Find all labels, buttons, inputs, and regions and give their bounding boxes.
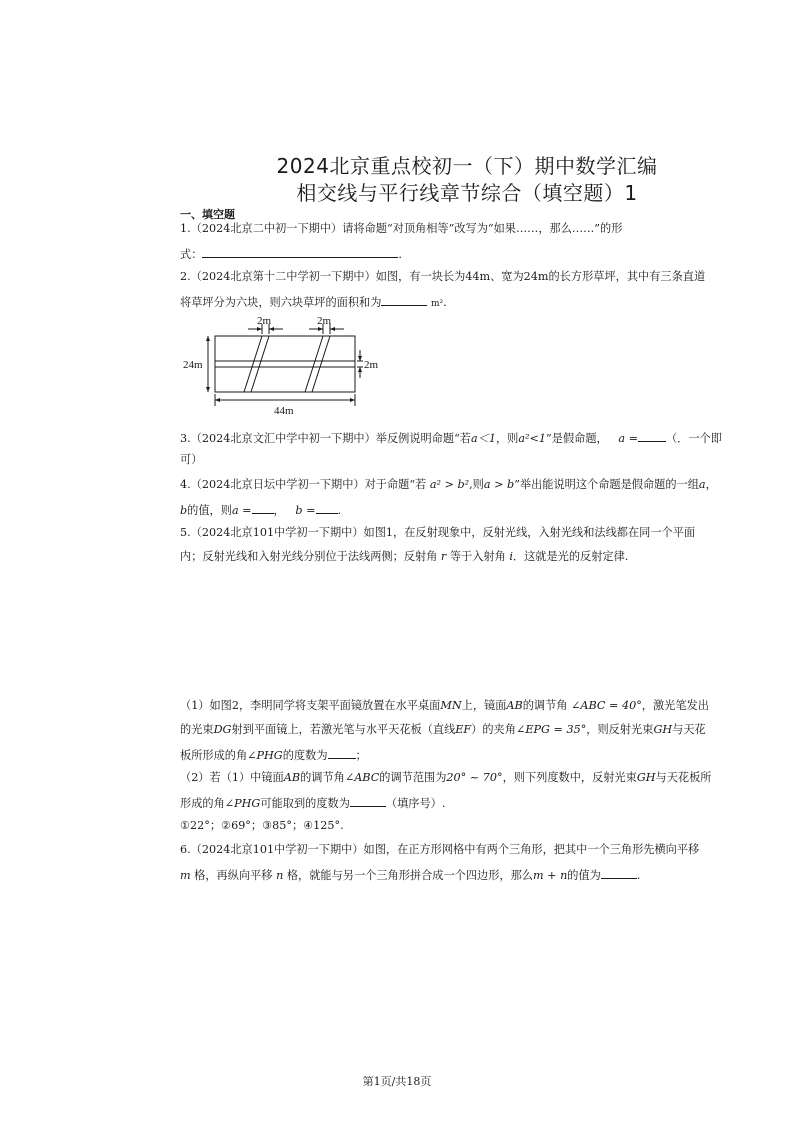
q4-conclusion: a > b — [483, 478, 515, 491]
road-slant2-left — [305, 336, 323, 392]
arrow-head — [330, 327, 335, 331]
q5p1-text-k: 的度数为 — [282, 749, 328, 762]
q5-part1-line1 — [180, 699, 760, 713]
q5-angle-i: i — [509, 550, 513, 563]
q5-text-b: 等于入射角 — [449, 550, 506, 563]
arrow-head — [257, 327, 262, 331]
section-heading: 一、填空题 — [180, 208, 235, 221]
document-title-line2: 相交线与平行线章节综合（填空题）1 — [296, 181, 638, 205]
q5p1-text-i: 与天花 — [672, 723, 706, 736]
q5-part1-line2 — [180, 723, 760, 737]
page-footer: 第1页/共18页 — [362, 1075, 432, 1088]
q3-text-a: 3.（2024北京文汇中学中初一下期中）举反例说明命题“若 — [180, 432, 471, 445]
label-top-left: 2m — [257, 315, 272, 327]
q2-unit: m² — [430, 299, 444, 309]
q4-text-d: ， — [705, 478, 717, 491]
q5p1-dg: DG — [213, 723, 232, 736]
q3-line1 — [180, 430, 760, 446]
q5-line2 — [180, 550, 760, 564]
q5p2-text-d: ，则下列度数中，反射光束 — [502, 771, 637, 784]
q6-var-n: n — [276, 869, 284, 882]
q5p1-angle-epg: ∠EPG = 35° — [515, 723, 587, 736]
q5p2-text-g: 可能取到的度数为 — [260, 797, 350, 810]
q5-part2-line2 — [180, 795, 760, 811]
q5p1-text-e: 的光束 — [180, 723, 214, 736]
q5p1-text-b: 上，镜面 — [461, 699, 507, 712]
q6-var-m: m — [180, 869, 191, 882]
q5p1-text-d: ，激光笔发出 — [641, 699, 709, 712]
q4-a-equals: a = — [231, 504, 252, 517]
lawn-figure — [180, 310, 400, 418]
q2-prefix: 将草坪分为六块，则六块草坪的面积和为 — [180, 296, 382, 309]
q3-a-equals: a = — [618, 432, 638, 445]
q1-suffix: . — [398, 248, 402, 261]
label-bottom: 44m — [274, 405, 294, 417]
arrow-head — [358, 356, 362, 361]
q5p1-text-g: ）的夹角 — [471, 723, 516, 736]
q5p2-range: 20° ~ 70° — [446, 771, 503, 784]
road-slant1-left — [244, 336, 262, 392]
q5p1-text-a: （1）如图2，李明同学将支架平面镜放置在水平桌面 — [180, 699, 441, 712]
q5p2-text-c: 的调节范围为 — [379, 771, 447, 784]
q1-line2 — [180, 246, 760, 262]
lawn-outline — [215, 336, 355, 392]
q1-answer-blank[interactable] — [202, 246, 398, 258]
q5p2-angle-abc: ∠ABC — [344, 771, 380, 784]
q5p2-text-h: （填序号）. — [385, 797, 446, 810]
arrow-head — [215, 398, 220, 402]
q5p1-answer-blank[interactable] — [328, 747, 356, 759]
q6-answer-blank[interactable] — [601, 867, 637, 879]
q5p1-text-f: 射到平面镜上，若激光笔与水平天花板（直线 — [231, 723, 456, 736]
q4-text-e: 的值，则 — [187, 504, 232, 517]
q3-text-c: ”是假命题， — [546, 432, 608, 445]
q2-line1: 2.（2024北京第十二中学初一下期中）如图，有一块长为44m、宽为24m的长方形草坪，其中有三条直道 — [180, 270, 706, 283]
q6-expr: m + n — [532, 869, 568, 882]
q6-text-a: 格，再纵向平移 — [194, 869, 273, 882]
q5-part2-line1 — [180, 771, 760, 785]
q4-text-g: . — [337, 504, 342, 517]
q6-text-d: . — [636, 869, 641, 882]
q5p2-text-b: 的调节角 — [300, 771, 345, 784]
q5p1-mn: MN — [440, 699, 462, 712]
q4-line2 — [180, 502, 760, 518]
arrow-head — [269, 327, 274, 331]
q2-answer-blank[interactable] — [381, 294, 427, 306]
q4-answer-a-blank[interactable] — [252, 502, 274, 514]
q4-text-a: 4.（2024北京日坛中学初一下期中）对于命题“若 — [180, 478, 427, 491]
q1-line1: 1.（2024北京二中初一下期中）请将命题“对顶角相等”改写为“如果……，那么……”的形 — [180, 222, 623, 235]
q4-text-f: ， — [273, 504, 285, 517]
arrow-head — [358, 367, 362, 372]
q4-answer-b-blank[interactable] — [316, 502, 338, 514]
q5p1-angle-abc: ∠ABC = 40° — [571, 699, 642, 712]
label-top-right: 2m — [317, 315, 332, 327]
q5-angle-r: r — [440, 550, 447, 563]
arrow-head — [206, 336, 210, 341]
q4-condition: a² > b² — [429, 478, 470, 491]
q5p1-angle-phg: ∠PHG — [247, 749, 283, 762]
q4-text-b: ,则 — [469, 478, 484, 491]
q5p1-ab: AB — [506, 699, 523, 712]
road-slant1-right — [251, 336, 269, 392]
q5p1-text-c: 的调节角 — [522, 699, 568, 712]
q2-line2 — [180, 294, 760, 311]
arrow-head — [350, 398, 355, 402]
arrow-head — [318, 327, 323, 331]
q5p2-angle-phg: ∠PHG — [224, 797, 261, 810]
q3-conclusion: a²<1 — [518, 432, 547, 445]
q1-prefix: 式： — [180, 248, 203, 261]
q5p2-text-f: 形成的角 — [180, 797, 225, 810]
q5p1-gh: GH — [653, 723, 673, 736]
document-title-line1: 2024北京重点校初一（下）期中数学汇编 — [276, 154, 658, 178]
q5-text-c: ．这就是光的反射定律. — [512, 550, 629, 563]
label-left: 24m — [183, 359, 203, 371]
q6-text-b: 格，就能与另一个三角形拼合成一个四边形，那么 — [286, 869, 533, 882]
q6-line2 — [180, 867, 760, 883]
q3-text-d: （．一个即 — [665, 432, 722, 445]
q5p1-text-j: 板所形成的角 — [180, 749, 248, 762]
q2-suffix: . — [443, 296, 447, 309]
q3-line2: 可） — [180, 453, 203, 466]
q5-text-a: 内；反射光线和入射光线分别位于法线两侧；反射角 — [180, 550, 438, 563]
road-slant2-right — [312, 336, 330, 392]
q4-var-a: a — [698, 478, 706, 491]
q3-condition: a＜1 — [471, 432, 496, 445]
q5p1-ef: EF — [455, 723, 472, 736]
q5p2-text-e: 与天花板所 — [655, 771, 712, 784]
label-right: 2m — [364, 359, 379, 371]
q5p1-text-l: ； — [355, 749, 367, 762]
q5p1-text-h: ，则反射光束 — [586, 723, 654, 736]
q4-line1 — [180, 478, 760, 492]
q4-var-b: b — [180, 504, 188, 517]
q5p2-gh: GH — [636, 771, 656, 784]
q5p2-text-a: （2）若（1）中镜面 — [180, 771, 284, 784]
q5-part1-line3 — [180, 747, 760, 763]
q5-line1: 5.（2024北京101中学初一下期中）如图1，在反射现象中，反射光线，入射光线和法线都在同一个平面 — [180, 526, 696, 539]
q5p2-answer-blank[interactable] — [350, 795, 386, 807]
q6-text-c: 的值为 — [567, 869, 601, 882]
q4-text-c: ”举出能说明这个命题是假命题的一组 — [514, 478, 699, 491]
arrow-head — [206, 387, 210, 392]
q6-line1: 6.（2024北京101中学初一下期中）如图，在正方形网格中有两个三角形，把其中一个三角形先横向平移 — [180, 843, 700, 856]
q4-b-equals: b = — [295, 504, 316, 517]
q3-answer-blank[interactable] — [638, 430, 666, 442]
q5p2-ab: AB — [283, 771, 301, 784]
q3-text-b: ，则 — [495, 432, 519, 445]
q5-options: ①22°；②69°；③85°；④125°. — [180, 819, 344, 832]
